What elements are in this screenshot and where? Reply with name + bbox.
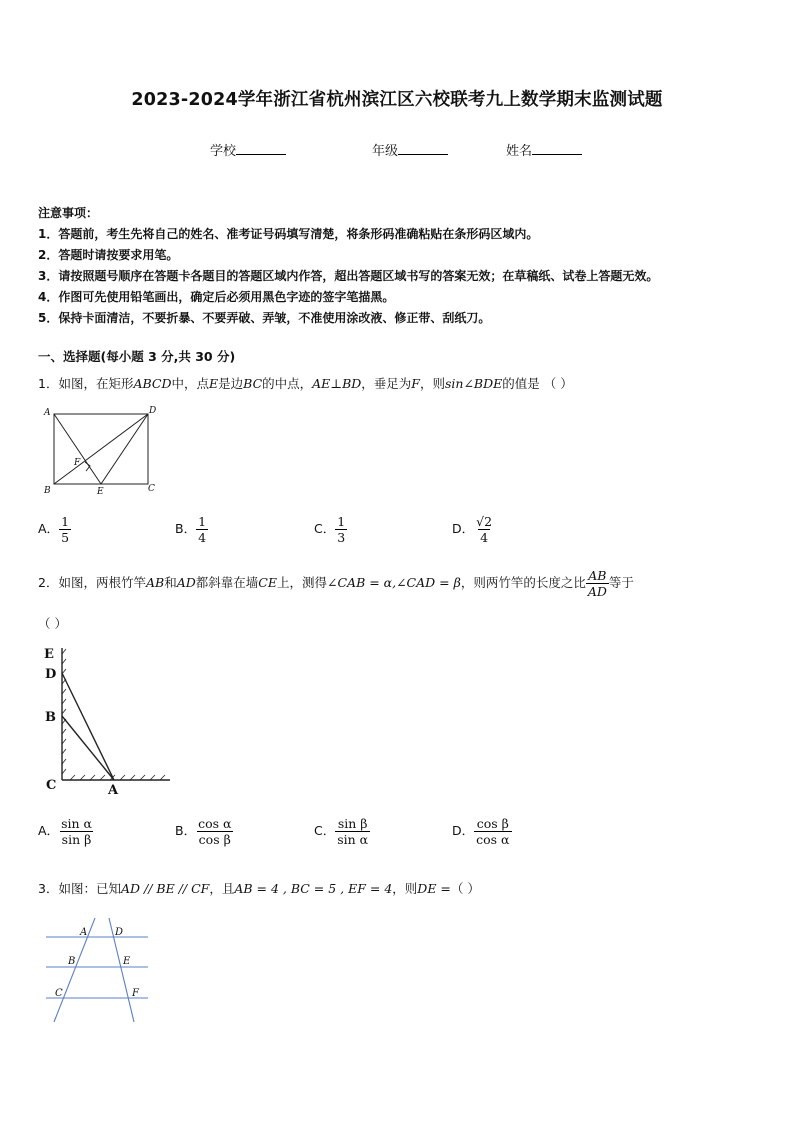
grade-label: 年级 — [372, 144, 399, 159]
denominator: cos α — [476, 832, 510, 847]
option-label: D． — [452, 521, 475, 536]
point-label-e: E — [44, 647, 54, 662]
point-label-a: A — [44, 408, 51, 418]
q2-answer-paren: （ ） — [38, 616, 67, 631]
note-item: 1．答题前，考生先将自己的姓名、准考证号码填写清楚，将条形码准确粘贴在条形码区域内。 — [38, 227, 539, 241]
denominator: cos β — [198, 832, 231, 847]
q2-text: 上，测得 — [276, 575, 327, 590]
question-3-text — [38, 879, 480, 897]
q1-option-c[interactable] — [314, 514, 347, 545]
q1-math: AE⊥BD — [312, 376, 362, 391]
page-title: 2023-2024学年浙江省杭州滨江区六校联考九上数学期末监测试题 — [131, 90, 663, 110]
q3-text: 3．如图：已知 — [38, 881, 121, 896]
q1-math: ABCD — [133, 376, 172, 391]
q2-wall-figure — [38, 640, 178, 800]
q3-math: AB = 4 , BC = 5 , EF = 4 — [234, 881, 393, 896]
numerator: 1 — [337, 514, 346, 529]
q1-math: E — [209, 376, 219, 391]
q2-option-a[interactable] — [38, 816, 94, 847]
school-field — [210, 140, 286, 159]
point-label-e: E — [123, 956, 131, 967]
option-label: D． — [452, 823, 475, 838]
numerator: 1 — [198, 514, 207, 529]
grade-field — [372, 140, 448, 159]
name-field — [506, 140, 582, 159]
segment-bd — [54, 414, 148, 484]
transversal-abc — [54, 918, 95, 1022]
q2-math: AD — [176, 575, 196, 590]
option-label: B． — [175, 823, 197, 838]
q1-text: 是边 — [218, 376, 244, 391]
question-1-text — [38, 374, 573, 392]
denominator: sin α — [337, 832, 369, 847]
denominator: 4 — [480, 530, 489, 545]
numerator: sin β — [337, 816, 368, 831]
point-label-b: B — [68, 956, 76, 967]
ratio-numerator: AB — [588, 568, 607, 583]
q1-text: 的中点， — [262, 376, 313, 391]
q1-math: F — [411, 376, 420, 391]
denominator: sin β — [61, 832, 92, 847]
q2-text: 2．如图，两根竹竿 — [38, 575, 146, 590]
q1-text: ，则 — [419, 376, 445, 391]
q2-text: 等于 — [608, 575, 634, 590]
q2-math: AB — [145, 575, 165, 590]
denominator: 4 — [198, 530, 207, 545]
q1-option-a[interactable] — [38, 514, 71, 545]
q3-math: AD // BE // CF — [120, 881, 210, 896]
q2-option-b[interactable] — [175, 816, 233, 847]
q1-option-d[interactable] — [452, 514, 494, 545]
point-label-a: A — [108, 783, 119, 798]
denominator: 3 — [337, 530, 346, 545]
school-label: 学校 — [210, 144, 237, 159]
q3-parallel-lines-figure — [38, 918, 158, 1028]
point-label-c: C — [46, 778, 57, 793]
name-blank — [532, 142, 582, 155]
denominator: 5 — [61, 530, 70, 545]
q1-rectangle-figure — [38, 402, 168, 498]
numerator: cos α — [198, 816, 232, 831]
q2-text: 都斜靠在墙 — [195, 575, 259, 590]
q2-text: 和 — [164, 575, 177, 590]
point-label-f: F — [74, 458, 81, 468]
point-label-a: A — [80, 927, 88, 938]
q2-option-d[interactable] — [452, 816, 512, 847]
point-label-d: D — [45, 667, 57, 682]
point-label-b: B — [44, 486, 51, 496]
numerator: sin α — [61, 816, 92, 831]
option-label: C． — [314, 521, 336, 536]
question-2-text — [38, 568, 634, 599]
option-label: C． — [314, 823, 336, 838]
numerator: cos β — [476, 816, 509, 831]
point-label-f: F — [132, 988, 139, 999]
point-label-c: C — [55, 988, 63, 999]
name-label: 姓名 — [506, 144, 533, 159]
q1-text: 1．如图，在矩形 — [38, 376, 134, 391]
point-label-d: D — [149, 406, 157, 416]
option-label: A． — [38, 823, 60, 838]
segment-ae — [54, 414, 101, 484]
note-item: 4．作图可先使用铅笔画出，确定后必须用黑色字迹的签字笔描黑。 — [38, 290, 395, 304]
option-label: B． — [175, 521, 197, 536]
q2-math: ∠CAB = α,∠CAD = β — [327, 575, 461, 590]
numerator: 1 — [61, 514, 70, 529]
q1-option-b[interactable] — [175, 514, 208, 545]
q1-text: ，垂足为 — [361, 376, 412, 391]
option-label: A． — [38, 521, 60, 536]
note-item: 3．请按照题号顺序在答题卡各题目的答题区域内作答，超出答题区域书写的答案无效；在草稿纸、试卷上答题无效。 — [38, 269, 659, 283]
q2-text: ，则两竹竿的长度之比 — [460, 575, 586, 590]
q1-text: 中，点 — [171, 376, 210, 391]
note-item: 5．保持卡面清洁，不要折暴、不要弄破、弄皱，不准使用涂改液、修正带、刮纸刀。 — [38, 311, 491, 325]
q1-text: 的值是 （ ） — [502, 376, 573, 391]
q2-math: CE — [258, 575, 277, 590]
point-label-b: B — [45, 710, 56, 725]
notes-heading: 注意事项： — [38, 206, 99, 220]
q3-text: ，则 — [392, 881, 418, 896]
segment-de — [101, 414, 148, 484]
notes — [38, 203, 658, 329]
point-label-e: E — [97, 487, 104, 497]
section-heading: 一、选择题(每小题 3 分,共 30 分) — [38, 349, 236, 364]
point-label-d: D — [115, 927, 124, 938]
numerator: √2 — [476, 514, 493, 529]
q1-math: sin∠BDE — [445, 376, 503, 391]
q1-math: BC — [243, 376, 263, 391]
hatching — [62, 649, 165, 780]
q3-math: DE = — [417, 881, 451, 896]
ratio-denominator: AD — [587, 584, 607, 599]
point-label-c: C — [148, 484, 155, 494]
school-blank — [236, 142, 286, 155]
q2-option-c[interactable] — [314, 816, 370, 847]
q3-text: （ ） — [450, 881, 480, 896]
q3-text: ，且 — [209, 881, 235, 896]
grade-blank — [398, 142, 448, 155]
note-item: 2．答题时请按要求用笔。 — [38, 248, 179, 262]
